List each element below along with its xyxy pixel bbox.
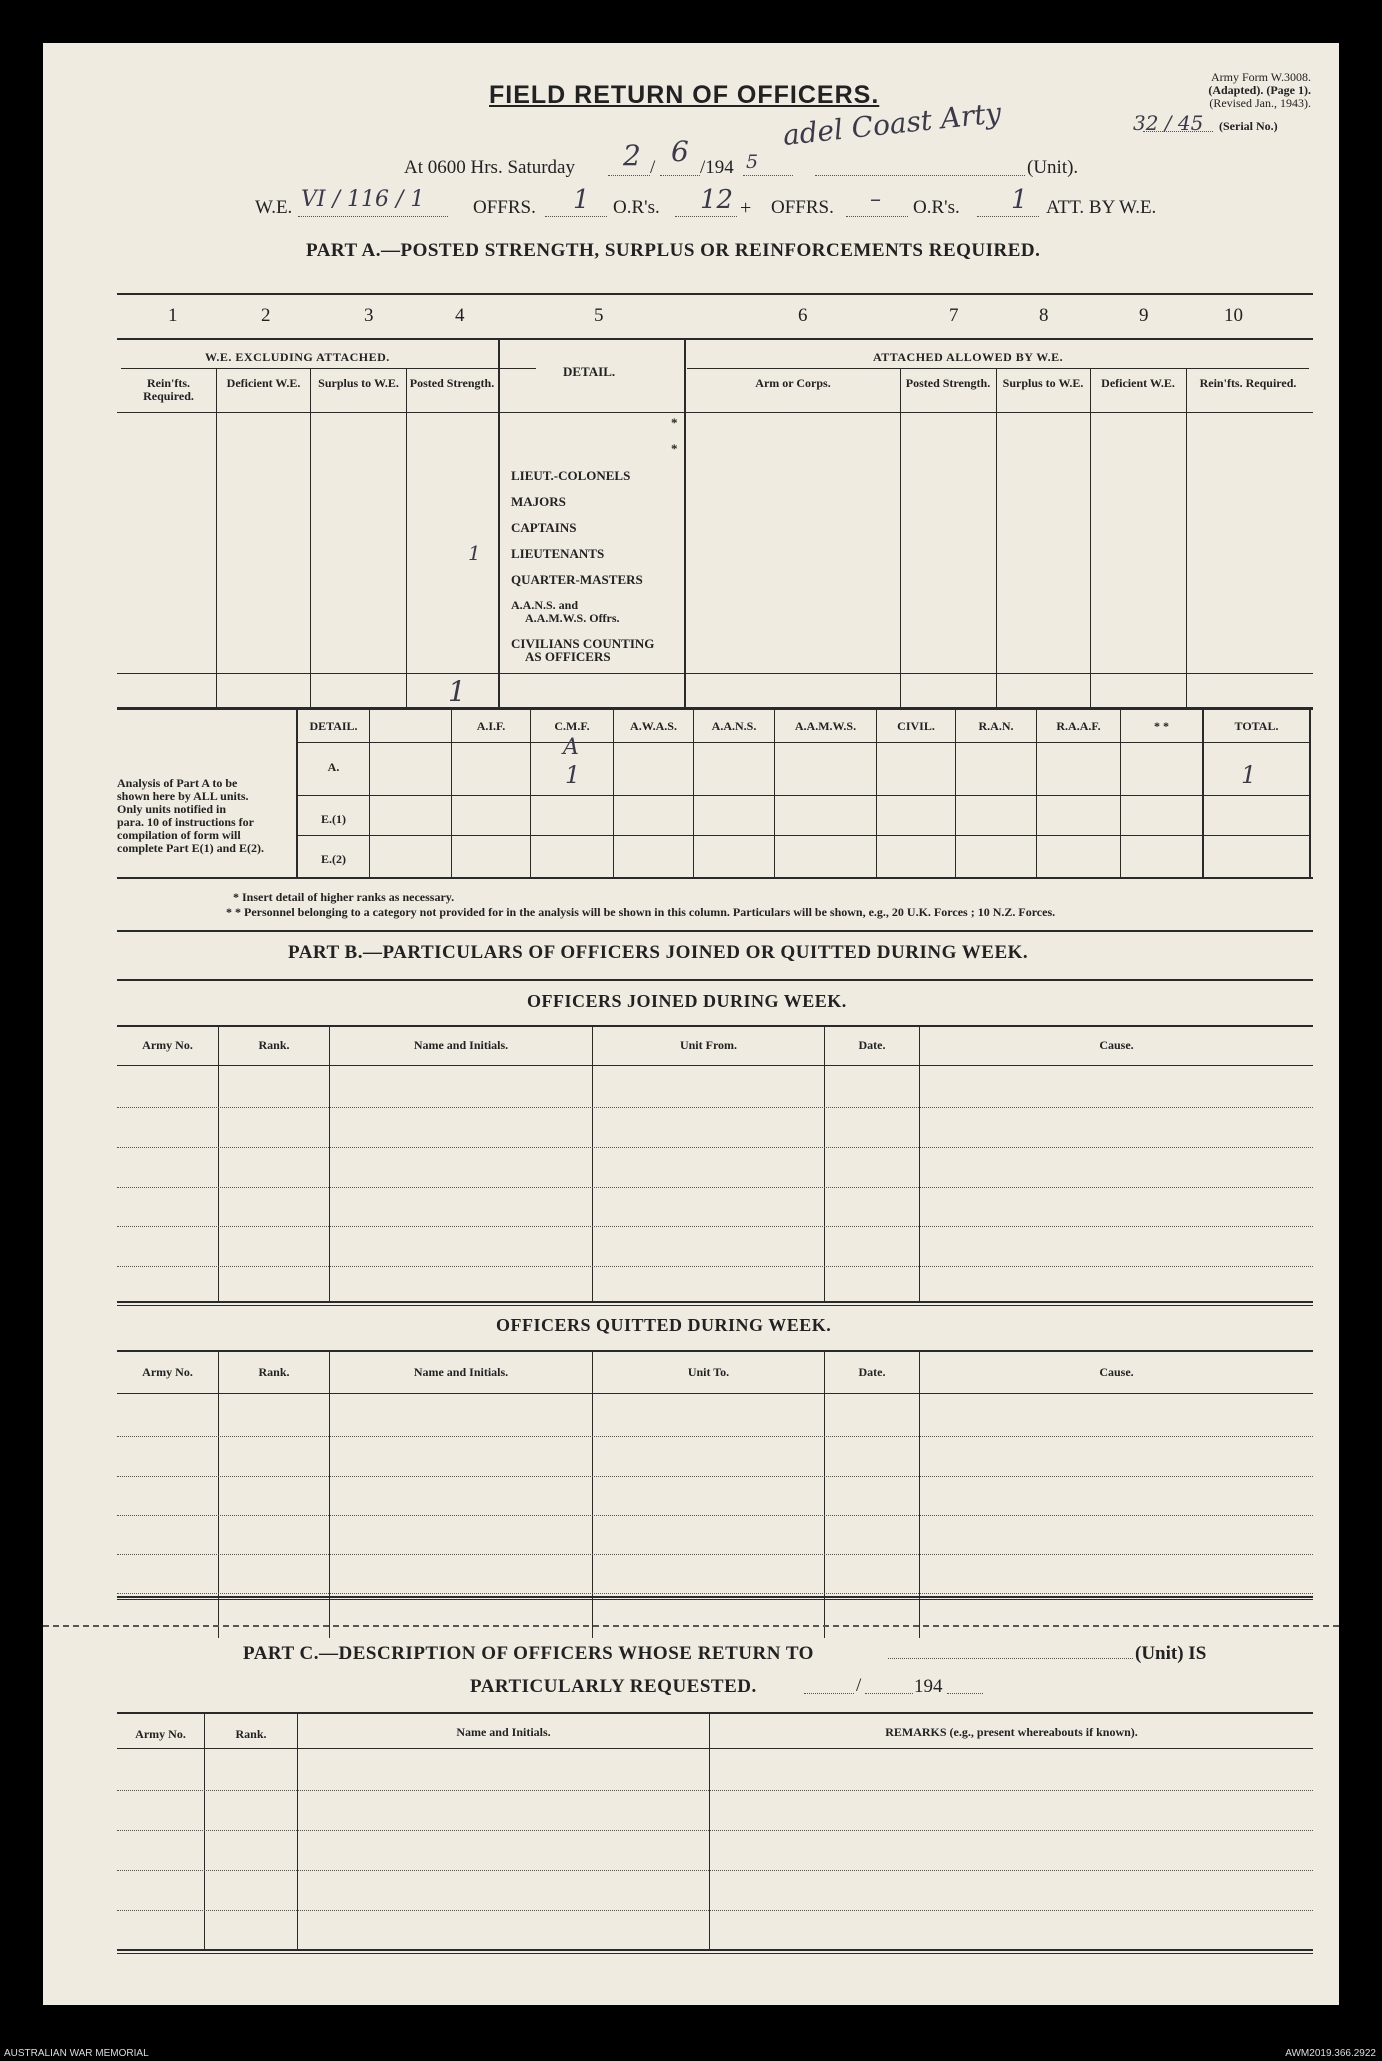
perforation-line <box>43 1625 1339 1627</box>
table-bottom-rule <box>117 1599 1313 1600</box>
offrs-line <box>545 216 607 217</box>
table-bottom-rule <box>117 1305 1313 1306</box>
head-surplus-right: Surplus to W.E. <box>1002 376 1084 390</box>
we-line <box>298 216 448 217</box>
form-adapted: (Adapted). (Page 1). <box>1208 83 1311 97</box>
date-slash: / <box>650 157 656 178</box>
analysis-head-civil: CIVIL. <box>897 719 935 733</box>
analysis-head-aif: A.I.F. <box>476 719 506 733</box>
part-b-title: PART B.—PARTICULARS OF OFFICERS JOINED OR QUITTED DURING WEEK. <box>288 942 1029 963</box>
parta-top-rule <box>117 293 1313 295</box>
form-sheet <box>43 43 1339 2005</box>
partc-head-name: Name and Initials. <box>456 1725 551 1739</box>
rank-as-officers: AS OFFICERS <box>525 649 611 664</box>
head-reinfts-left: Rein'fts. Required. <box>143 376 194 403</box>
part-c-slash: / <box>856 1675 862 1696</box>
serial-label: (Serial No.) <box>1219 119 1278 133</box>
unit-line <box>815 175 1025 176</box>
parta-v-detail-left <box>498 340 500 709</box>
table-row <box>117 1830 1313 1831</box>
col-num-3: 3 <box>364 305 374 326</box>
head-deficient-left: Deficient W.E. <box>226 376 301 390</box>
partc-head-army-no: Army No. <box>135 1727 186 1741</box>
table-row <box>117 1870 1313 1871</box>
rank-majors: MAJORS <box>511 494 566 509</box>
rank-quarter-masters: QUARTER-MASTERS <box>511 572 643 587</box>
footer-bar <box>0 2048 1382 2061</box>
table-row <box>117 1910 1313 1911</box>
table-column-rule <box>592 1025 593 1301</box>
analysis-row-e1-rule <box>296 835 1311 836</box>
analysis-head-raaf: R.A.A.F. <box>1056 719 1101 733</box>
parta-v8 <box>1090 368 1091 708</box>
part-c-requested: PARTICULARLY REQUESTED. <box>470 1676 757 1697</box>
table-row <box>117 1266 1313 1267</box>
joined-head-cause: Cause. <box>1099 1038 1134 1052</box>
parta-v-detail-right <box>684 340 686 709</box>
table-row <box>117 1593 1313 1594</box>
part-c-unit-label: (Unit) IS <box>1135 1643 1207 1664</box>
analysis-note <box>117 777 264 855</box>
joined-head-name: Name and Initials. <box>413 1038 509 1052</box>
analysis-v7 <box>876 709 877 877</box>
table-column-rule <box>218 1025 219 1301</box>
footnote-1: * Insert detail of higher ranks as necessary. <box>233 890 455 904</box>
parta-v9 <box>1186 368 1187 708</box>
form-revised: (Revised Jan., 1943). <box>1209 96 1311 110</box>
parta-v6 <box>900 368 901 708</box>
table-bottom-rule <box>117 1301 1313 1303</box>
ors-label: O.R's. <box>613 197 660 218</box>
head-posted-right: Posted Strength. <box>905 376 991 390</box>
quitted-head-top-rule <box>117 1350 1313 1352</box>
day-value: 2 <box>623 139 641 172</box>
table-row <box>117 1436 1313 1437</box>
part-c-month-line <box>865 1693 913 1694</box>
col-num-8: 8 <box>1039 305 1049 326</box>
table-row <box>117 1476 1313 1477</box>
analysis-row-a: A. <box>327 760 340 774</box>
ors-line <box>675 216 737 217</box>
col-num-10: 10 <box>1224 305 1243 326</box>
table-bottom-rule <box>117 1596 1313 1598</box>
analysis-head-rule <box>296 742 1311 743</box>
rank-aans: A.A.N.S. and <box>511 598 579 612</box>
analysis-note-line: compilation of form will <box>117 828 241 842</box>
ors2-value: 1 <box>1011 185 1028 215</box>
analysis-row-e2: E.(2) <box>321 852 346 866</box>
detail-star-2: * <box>671 441 678 456</box>
table-row <box>117 1147 1313 1148</box>
joined-head-rank: Rank. <box>258 1038 290 1052</box>
joined-head-army-no: Army No. <box>142 1038 193 1052</box>
partc-head-remarks: REMARKS (e.g., present whereabouts if known). <box>885 1725 1138 1739</box>
date-label: At 0600 Hrs. Saturday <box>404 157 575 178</box>
analysis-v-right <box>1309 709 1311 877</box>
footer-credit: AUSTRALIAN WAR MEMORIAL <box>4 2048 149 2059</box>
table-bottom-rule <box>117 1949 1313 1951</box>
footnote-2: * * Personnel belonging to a category not provided for in the analysis will be shown in this column. Particulars will be shown, e.g., 20 U.K. Forces ; 10 N.Z. Forces. <box>226 905 1056 919</box>
analysis-v4 <box>613 709 614 877</box>
quitted-head-cause: Cause. <box>1099 1365 1134 1379</box>
unit-label: (Unit). <box>1027 157 1079 178</box>
offrs2-line <box>846 216 908 217</box>
quitted-head-date: Date. <box>858 1365 886 1379</box>
form-number: Army Form W.3008. <box>1210 70 1311 84</box>
attached-allowed-header: ATTACHED ALLOWED BY W.E. <box>873 350 1064 364</box>
col-num-7: 7 <box>949 305 959 326</box>
table-column-rule <box>329 1025 330 1301</box>
analysis-v8 <box>955 709 956 877</box>
offrs-value: 1 <box>573 185 590 215</box>
ors-value: 12 <box>700 185 734 215</box>
year-prefix: /194 <box>700 157 734 178</box>
part-c-day-line <box>804 1693 854 1694</box>
rank-lieutenants: LIEUTENANTS <box>511 546 605 561</box>
analysis-v10 <box>1120 709 1121 877</box>
head-deficient-right: Deficient W.E. <box>1101 376 1175 390</box>
quitted-head-rank: Rank. <box>258 1365 290 1379</box>
analysis-note-line: para. 10 of instructions for <box>117 815 254 829</box>
table-column-rule <box>824 1025 825 1301</box>
analysis-v1 <box>369 709 370 877</box>
table-column-rule <box>919 1025 920 1301</box>
analysis-head-other: * * <box>1154 719 1169 733</box>
table-row <box>117 1515 1313 1516</box>
year-line <box>743 175 793 176</box>
detail-header: DETAIL. <box>563 364 616 379</box>
table-bottom-rule <box>117 1953 1313 1954</box>
col-num-5: 5 <box>594 305 604 326</box>
detail-star-1: * <box>671 415 678 430</box>
parta-v1 <box>216 368 217 708</box>
form-number-block <box>1208 71 1311 110</box>
month-line <box>660 175 700 176</box>
year-value: 5 <box>746 151 759 173</box>
we-label: W.E. <box>255 197 293 218</box>
table-row <box>117 1226 1313 1227</box>
rank-lieut-colonels: LIEUT.-COLONELS <box>511 468 631 483</box>
table-row <box>117 1187 1313 1188</box>
col-num-1: 1 <box>168 305 178 326</box>
analysis-head-total: TOTAL. <box>1234 719 1279 733</box>
quitted-head-bottom-rule <box>117 1393 1313 1394</box>
analysis-head-aamws: A.A.M.W.S. <box>794 719 857 733</box>
parta-num-rule <box>117 338 1313 340</box>
analysis-v6 <box>774 709 775 877</box>
parta-v3 <box>406 368 407 708</box>
parta-subhead-left <box>121 368 536 369</box>
head-reinfts-right: Rein'fts. Required. <box>1199 376 1297 390</box>
parta-total-rule <box>117 673 1313 674</box>
analysis-bottom-rule <box>117 877 1313 879</box>
parta-v7 <box>996 368 997 708</box>
analysis-v9 <box>1036 709 1037 877</box>
partc-head-rank: Rank. <box>235 1727 267 1741</box>
part-c-title: PART C.—DESCRIPTION OF OFFICERS WHOSE RETURN TO <box>243 1643 814 1664</box>
offrs-label: OFFRS. <box>473 197 536 218</box>
joined-head-unit-from: Unit From. <box>679 1038 738 1052</box>
analysis-note-line: complete Part E(1) and E(2). <box>117 841 264 855</box>
rank-captains: CAPTAINS <box>511 520 577 535</box>
part-c-year-line <box>947 1693 983 1694</box>
analysis-v2 <box>451 709 452 877</box>
quitted-head-army-no: Army No. <box>142 1365 193 1379</box>
analysis-head-aans: A.A.N.S. <box>711 719 757 733</box>
analysis-head-detail: DETAIL. <box>309 719 358 733</box>
joined-head-top-rule <box>117 1025 1313 1027</box>
col-num-4: 4 <box>455 305 465 326</box>
analysis-v5 <box>693 709 694 877</box>
offrs2-label: OFFRS. <box>771 197 834 218</box>
footer-accession: AWM2019.366.2922 <box>1285 2048 1376 2059</box>
analysis-v0 <box>296 709 298 877</box>
att-label: ATT. BY W.E. <box>1046 197 1157 218</box>
head-surplus-left: Surplus to W.E. <box>318 376 399 390</box>
analysis-head-cmf: C.M.F. <box>554 719 590 733</box>
analysis-note-line: shown here by ALL units. <box>117 789 249 803</box>
col-num-6: 6 <box>798 305 808 326</box>
form-title: FIELD RETURN OF OFFICERS. <box>489 81 880 109</box>
parta-subhead-right <box>687 368 1309 369</box>
analysis-head-ran: R.A.N. <box>978 719 1014 733</box>
lieutenants-posted-value: 1 <box>468 541 481 565</box>
table-row <box>117 1554 1313 1555</box>
table-row <box>117 1107 1313 1108</box>
analysis-row-a-rule <box>296 795 1311 796</box>
we-value: VI / 116 / 1 <box>301 187 425 212</box>
quitted-title: OFFICERS QUITTED DURING WEEK. <box>496 1315 832 1335</box>
quitted-head-unit-to: Unit To. <box>687 1365 730 1379</box>
part-a-title: PART A.—POSTED STRENGTH, SURPLUS OR REINFORCEMENTS REQUIRED. <box>306 240 1041 261</box>
part-c-year: 194 <box>914 1676 943 1697</box>
rank-aamws: A.A.M.W.S. Offrs. <box>525 611 620 625</box>
table-row <box>117 1790 1313 1791</box>
serial-value: 32 / 45 <box>1133 111 1204 135</box>
joined-title: OFFICERS JOINED DURING WEEK. <box>527 991 847 1011</box>
cmf-note-value: A <box>563 735 579 760</box>
total-a-value: 1 <box>1241 761 1257 789</box>
quitted-head-name: Name and Initials. <box>413 1365 509 1379</box>
partb-title-rule <box>117 979 1313 981</box>
joined-head-bottom-rule <box>117 1065 1313 1066</box>
analysis-head-awas: A.W.A.S. <box>630 719 677 733</box>
rank-civilians: CIVILIANS COUNTING <box>511 636 655 651</box>
head-arm-corps: Arm or Corps. <box>755 376 831 390</box>
col-num-9: 9 <box>1139 305 1149 326</box>
analysis-v3 <box>530 709 531 877</box>
month-value: 6 <box>671 135 689 168</box>
parta-v2 <box>310 368 311 708</box>
joined-head-date: Date. <box>858 1038 886 1052</box>
total-posted-value: 1 <box>448 675 466 708</box>
unit-value: adel Coast Arty <box>781 96 1003 152</box>
head-posted-left: Posted Strength. <box>409 376 495 390</box>
parta-head-rule <box>117 412 1313 413</box>
col-num-2: 2 <box>261 305 271 326</box>
ors2-line <box>977 216 1039 217</box>
analysis-note-line: Only units notified in <box>117 802 227 816</box>
plus-sign: + <box>740 197 752 219</box>
ors2-label: O.R's. <box>913 197 960 218</box>
part-c-unit-line <box>888 1658 1133 1659</box>
analysis-v-total <box>1202 709 1204 877</box>
day-line <box>608 175 650 176</box>
cmf-a-value: 1 <box>565 761 581 789</box>
analysis-row-e1: E.(1) <box>321 812 346 826</box>
partb-top-rule <box>117 930 1313 932</box>
offrs2-value: – <box>870 187 881 212</box>
we-excluding-header: W.E. EXCLUDING ATTACHED. <box>205 350 390 364</box>
analysis-note-line: Analysis of Part A to be <box>117 776 238 790</box>
